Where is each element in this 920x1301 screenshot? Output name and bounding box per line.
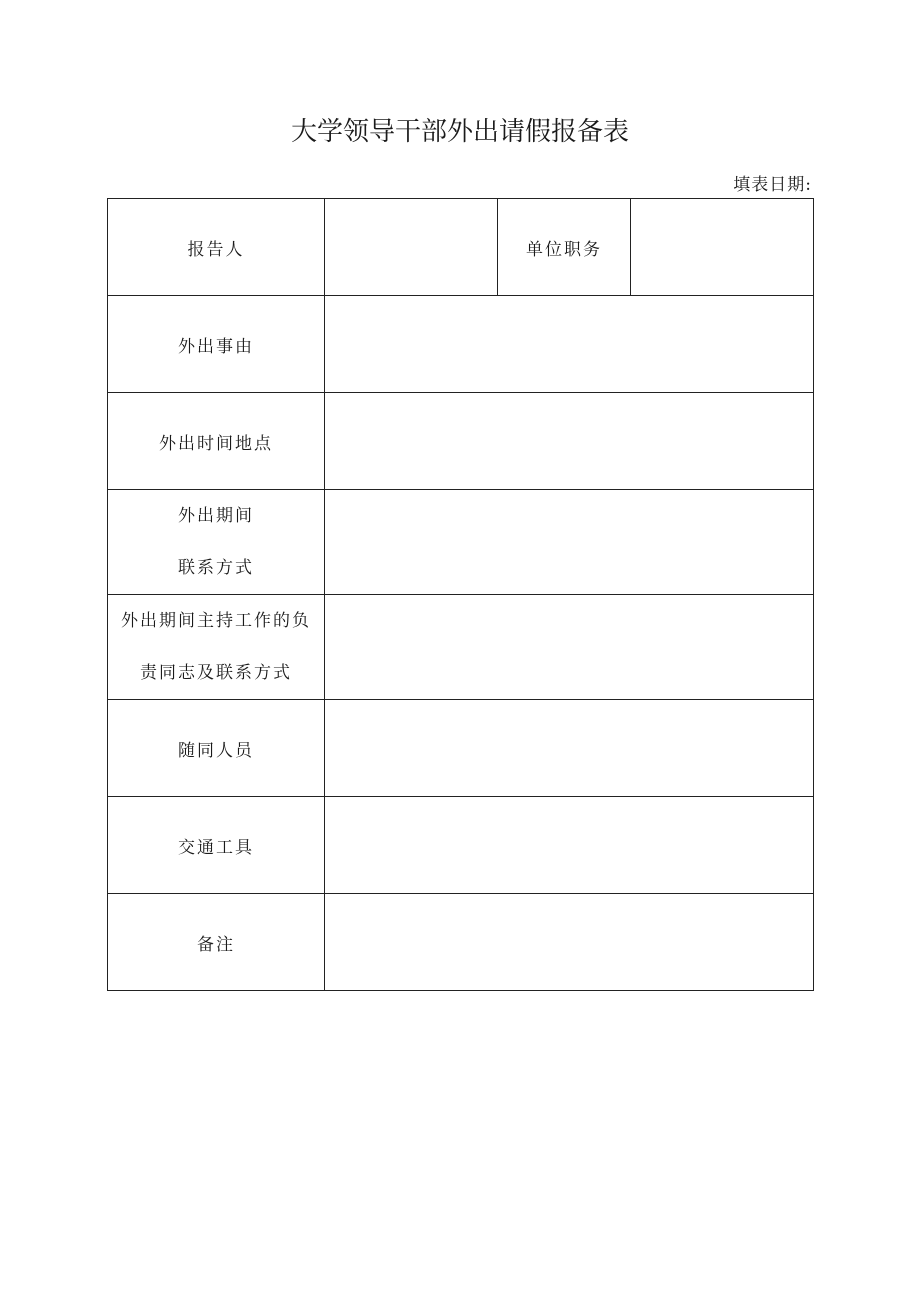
transport-label: 交通工具: [108, 797, 325, 894]
remarks-label: 备注: [108, 894, 325, 991]
remarks-value-cell[interactable]: [325, 894, 814, 991]
row-deputy: [108, 595, 814, 700]
row-contact: [108, 490, 814, 595]
reporter-label: 报告人: [108, 199, 325, 296]
row-reason: [108, 296, 814, 393]
row-companions: [108, 700, 814, 797]
deputy-value-cell[interactable]: [325, 595, 814, 700]
reason-label: 外出事由: [108, 296, 325, 393]
fill-date-label: 填表日期:: [733, 175, 812, 195]
position-label: 单位职务: [498, 199, 631, 296]
contact-label-line-1: 外出期间: [178, 506, 254, 526]
position-value-cell[interactable]: [631, 199, 814, 296]
companions-label: 随同人员: [108, 700, 325, 797]
reporter-value-cell[interactable]: [325, 199, 498, 296]
contact-label-line-2: 联系方式: [178, 558, 254, 578]
contact-label: [108, 490, 325, 595]
row-time-place: [108, 393, 814, 490]
time-place-label: 外出时间地点: [108, 393, 325, 490]
deputy-label: [108, 595, 325, 700]
time-place-value-cell[interactable]: [325, 393, 814, 490]
page-title: 大学领导干部外出请假报备表: [290, 117, 629, 147]
row-remarks: [108, 894, 814, 991]
leave-report-form: [107, 198, 814, 991]
reason-value-cell[interactable]: [325, 296, 814, 393]
row-reporter: [108, 199, 814, 296]
companions-value-cell[interactable]: [325, 700, 814, 797]
transport-value-cell[interactable]: [325, 797, 814, 894]
row-transport: [108, 797, 814, 894]
deputy-label-line-1: 外出期间主持工作的负: [121, 611, 311, 631]
contact-value-cell[interactable]: [325, 490, 814, 595]
deputy-label-line-2: 责同志及联系方式: [140, 663, 292, 683]
